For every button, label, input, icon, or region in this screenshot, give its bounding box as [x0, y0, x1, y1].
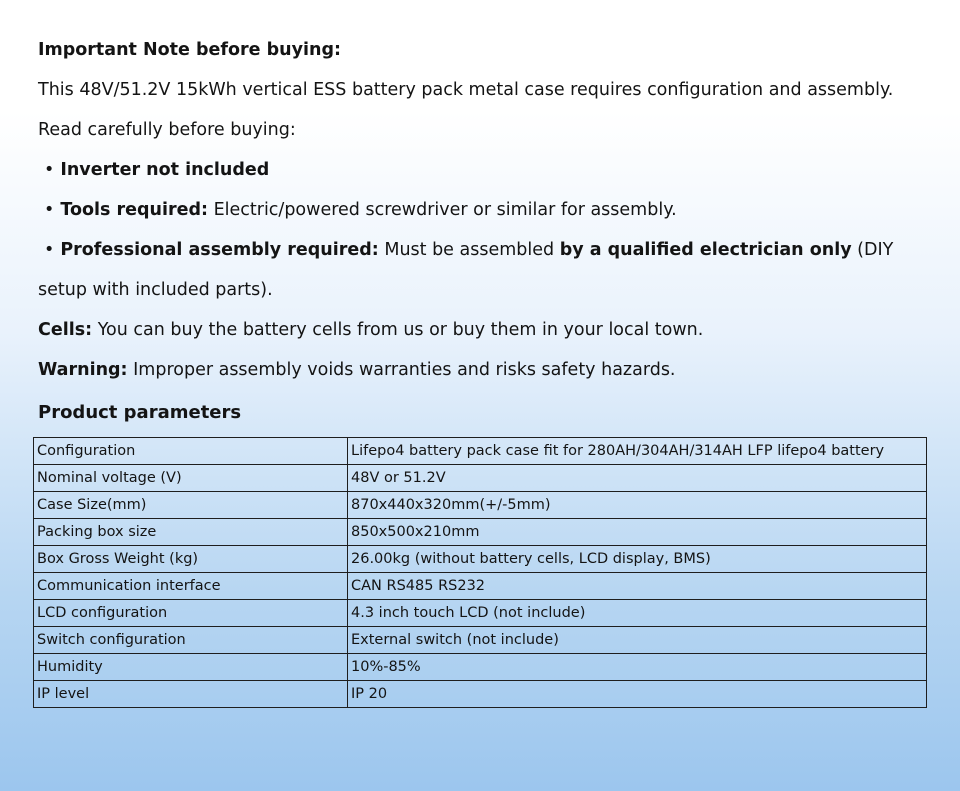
- param-key: Packing box size: [34, 519, 348, 546]
- note-intro: This 48V/51.2V 15kWh vertical ESS battery pack metal case requires configuration and assembly. Read carefully before buying:: [38, 80, 894, 140]
- bullet-dot-icon: •: [44, 160, 55, 180]
- param-key: Case Size(mm): [34, 492, 348, 519]
- table-row: [34, 546, 927, 573]
- cells-line: [38, 310, 928, 350]
- param-value: 4.3 inch touch LCD (not include): [348, 600, 927, 627]
- bullet-dot-icon: •: [44, 200, 55, 220]
- param-key: Switch configuration: [34, 627, 348, 654]
- product-parameters-table: [33, 437, 927, 708]
- table-row: [34, 600, 927, 627]
- bullet-assembly-emphasis: by a qualified electrician only: [559, 240, 852, 260]
- param-key: Humidity: [34, 654, 348, 681]
- warning-label: Warning:: [38, 360, 128, 380]
- bullet-assembly-text-end: (DIY setup with included parts).: [38, 240, 894, 300]
- bullet-assembly: [38, 230, 928, 310]
- bullet-dot-icon: •: [44, 240, 55, 260]
- table-row: [34, 492, 927, 519]
- param-value: CAN RS485 RS232: [348, 573, 927, 600]
- param-value: 10%-85%: [348, 654, 927, 681]
- cells-label: Cells:: [38, 320, 93, 340]
- important-note: [38, 30, 928, 390]
- table-row: [34, 654, 927, 681]
- table-row: [34, 627, 927, 654]
- bullet-inverter: [38, 150, 928, 190]
- param-key: LCD configuration: [34, 600, 348, 627]
- warning-line: [38, 350, 928, 390]
- param-value: 26.00kg (without battery cells, LCD display, BMS): [348, 546, 927, 573]
- param-value: External switch (not include): [348, 627, 927, 654]
- param-value: 850x500x210mm: [348, 519, 927, 546]
- param-value: Lifepo4 battery pack case fit for 280AH/304AH/314AH LFP lifepo4 battery: [348, 438, 927, 465]
- bullet-assembly-text: Must be assembled: [378, 240, 560, 260]
- bullet-tools-text: Electric/powered screwdriver or similar for assembly.: [208, 200, 677, 220]
- table-row: [34, 573, 927, 600]
- warning-text: Improper assembly voids warranties and risks safety hazards.: [127, 360, 676, 380]
- table-row: [34, 438, 927, 465]
- param-key: IP level: [34, 681, 348, 708]
- table-row: [34, 681, 927, 708]
- param-value: 870x440x320mm(+/-5mm): [348, 492, 927, 519]
- param-value: IP 20: [348, 681, 927, 708]
- param-key: Box Gross Weight (kg): [34, 546, 348, 573]
- bullet-tools-label: Tools required:: [60, 200, 209, 220]
- product-parameters-title: Product parameters: [38, 402, 242, 423]
- param-key: Communication interface: [34, 573, 348, 600]
- table-row: [34, 465, 927, 492]
- bullet-tools: [38, 190, 928, 230]
- param-key: Nominal voltage (V): [34, 465, 348, 492]
- cells-text: You can buy the battery cells from us or buy them in your local town.: [92, 320, 704, 340]
- table-row: [34, 519, 927, 546]
- bullet-assembly-label: Professional assembly required:: [60, 240, 379, 260]
- param-value: 48V or 51.2V: [348, 465, 927, 492]
- note-heading: Important Note before buying:: [38, 40, 342, 60]
- bullet-inverter-label: Inverter not included: [60, 160, 270, 180]
- param-key: Configuration: [34, 438, 348, 465]
